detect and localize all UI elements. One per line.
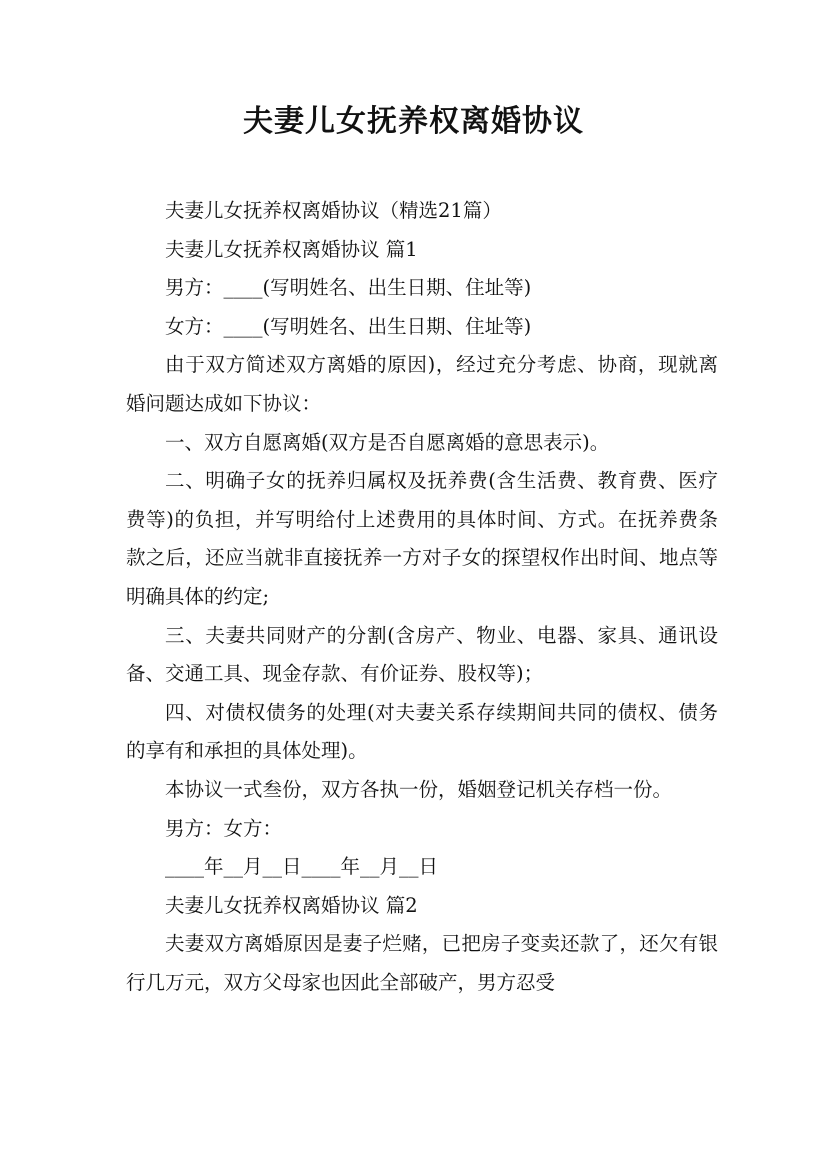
copies-note: 本协议一式叁份，双方各执一份，婚姻登记机关存档一份。 xyxy=(165,777,673,801)
party-male-line: 男方：____(写明姓名、出生日期、住址等) xyxy=(165,276,532,300)
clause-3: 三、夫妻共同财产的分割(含房产、物业、电器、家具、通讯设备、交通工具、现金存款、有价证券、股权等)； xyxy=(126,623,718,686)
party-female-line: 女方：____(写明姓名、出生日期、住址等) xyxy=(165,314,532,338)
section-heading-2: 夫妻儿女抚养权离婚协议 篇2 xyxy=(165,893,418,917)
signature-line: 男方：女方： xyxy=(165,816,283,840)
date-line: ____年__月__日____年__月__日 xyxy=(165,855,439,879)
clause-4: 四、对债权债务的处理(对夫妻关系存续期间共同的债权、债务的享有和承担的具体处理)。 xyxy=(126,700,718,763)
paragraph-reason: 由于双方简述双方离婚的原因)，经过充分考虑、协商，现就离婚问题达成如下协议： xyxy=(126,353,718,415)
collection-heading: 夫妻儿女抚养权离婚协议（精选21篇） xyxy=(165,199,502,222)
document-body xyxy=(126,192,718,1002)
clause-2: 二、明确子女的抚养归属权及抚养费(含生活费、教育费、医疗费等)的负担，并写明给付上述费用的具体时间、方式。在抚养费条款之后，还应当就非直接抚养一方对子女的探望权作出时间、地点等明确具体的约定; xyxy=(126,469,718,608)
clause-1: 一、双方自愿离婚(双方是否自愿离婚的意思表示)。 xyxy=(165,430,610,454)
document-title: 夫妻儿女抚养权离婚协议 xyxy=(243,104,584,139)
section-heading-1: 夫妻儿女抚养权离婚协议 篇1 xyxy=(165,237,418,261)
paragraph-case-2: 夫妻双方离婚原因是妻子烂赌，已把房子变卖还款了，还欠有银行几万元，双方父母家也因此全部破产，男方忍受 xyxy=(126,932,718,994)
